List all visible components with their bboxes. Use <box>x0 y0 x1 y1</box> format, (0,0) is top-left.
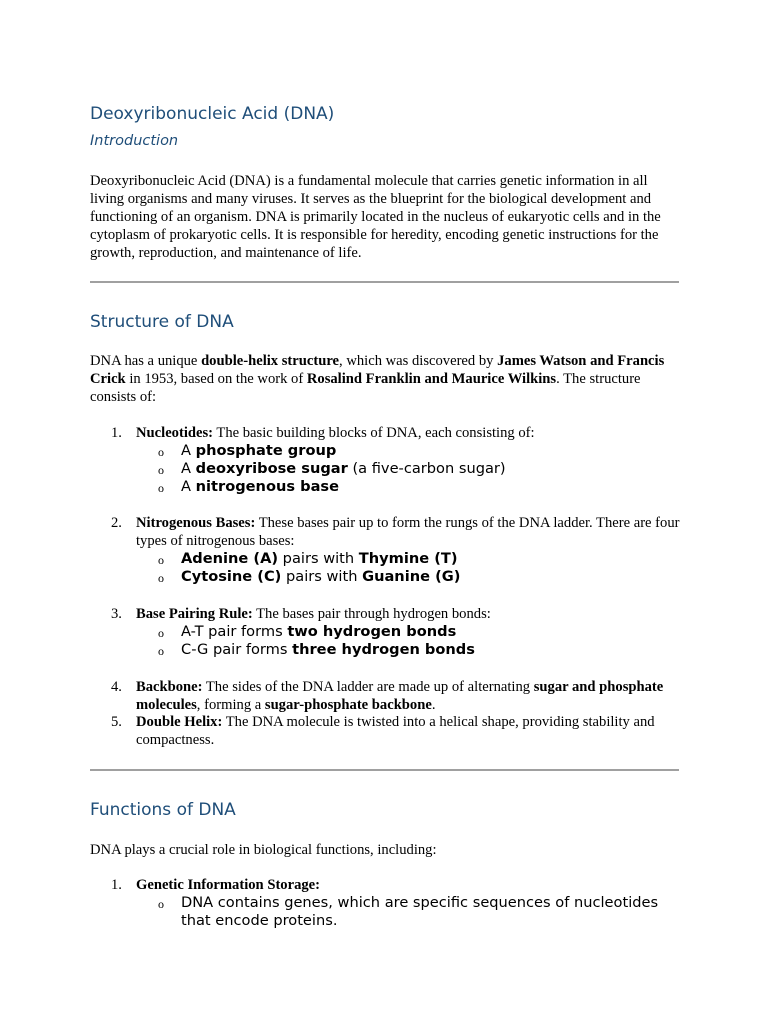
item-label: Base Pairing Rule: <box>136 606 253 622</box>
divider <box>90 769 679 771</box>
divider <box>90 281 679 283</box>
intro-paragraph: Deoxyribonucleic Acid (DNA) is a fundamental molecule that carries genetic information in all living organisms and many viruses. It serves as the blueprint for the biological development and functioning of an organism. DNA is primarily located in the nucleus of eukaryotic cells and in the cytoplasm of prokaryotic cells. It is responsible for heredity, encoding genetic instructions for the growth, reproduction, and maintenance of life. <box>90 173 661 261</box>
structure-paragraph: DNA has a unique double-helix structure, which was discovered by James Watson and Francis Crick in 1953, based on the work of Rosalind Franklin and Maurice Wilkins. The structure consists of: <box>90 353 665 405</box>
section-subtitle-introduction: Introduction <box>90 133 179 149</box>
item-label: Nitrogenous Bases: <box>136 515 256 531</box>
list-number: 1. <box>111 425 122 441</box>
heading-functions: Functions of DNA <box>90 800 236 820</box>
item-label: Nucleotides: <box>136 425 214 441</box>
item-label: Double Helix: <box>136 714 223 730</box>
functions-paragraph: DNA plays a crucial role in biological functions, including: <box>90 842 437 858</box>
item-label: Backbone: <box>136 679 203 695</box>
document-title: Deoxyribonucleic Acid (DNA) <box>90 104 335 124</box>
heading-structure: Structure of DNA <box>90 312 234 332</box>
item-label: Genetic Information Storage: <box>136 877 321 893</box>
